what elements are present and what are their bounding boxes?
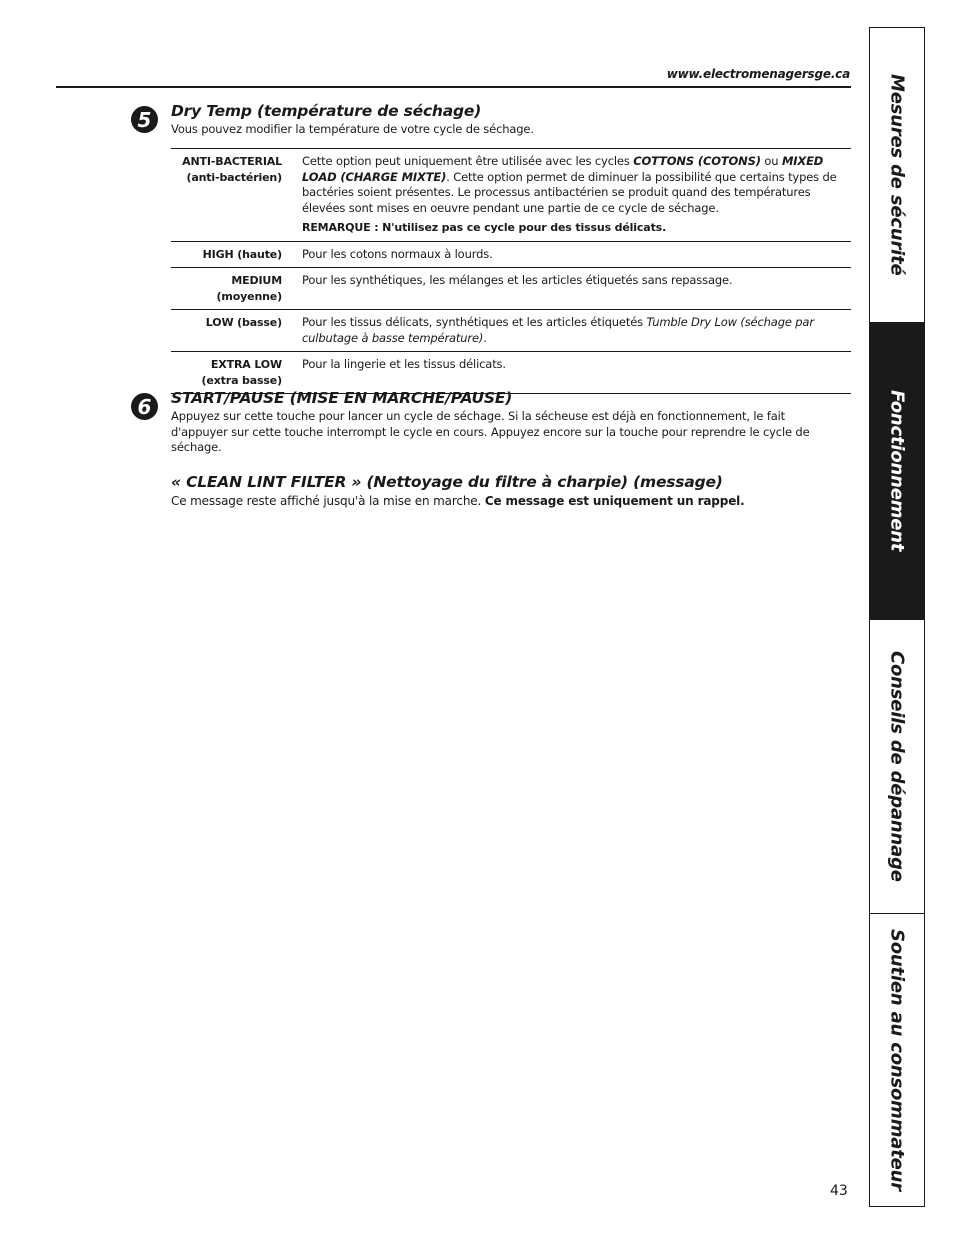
tab-label: Conseils de dépannage	[886, 651, 908, 882]
section-sidebar	[869, 27, 925, 1207]
table-row	[171, 310, 851, 352]
option-description	[289, 310, 851, 352]
section-6-badge: 6	[131, 393, 158, 420]
description-text: Cette option peut uniquement être utilisée avec les cycles	[302, 154, 634, 168]
section-5-intro: Vous pouvez modifier la température de votre cycle de séchage.	[171, 122, 534, 136]
cycle-name: MIXED LOAD (CHARGE MIXTE)	[302, 154, 824, 184]
header-rule	[56, 86, 851, 88]
option-label	[171, 149, 289, 242]
option-description: Pour les cotons normaux à lourds.	[289, 241, 851, 268]
option-description: Pour la lingerie et les tissus délicats.	[289, 352, 851, 394]
cycle-name: COTTONS (COTONS)	[633, 154, 761, 168]
remark-note: REMARQUE : N'utilisez pas ce cycle pour des tissus délicats.	[302, 221, 667, 234]
care-label-text: Tumble Dry Low (séchage par culbutage à basse température)	[302, 315, 814, 345]
table-row	[171, 268, 851, 310]
tab-label: Soutien au consommateur	[886, 929, 908, 1191]
tab-mesures-de-securite[interactable]	[870, 28, 924, 322]
table-row	[171, 149, 851, 242]
message-text: Ce message reste affiché jusqu'à la mise en marche.	[171, 494, 485, 508]
tab-label: Mesures de sécurité	[886, 74, 908, 276]
option-label-line: (anti-bactérien)	[186, 170, 282, 184]
option-description	[289, 149, 851, 242]
option-label-line: ANTI-BACTERIAL	[182, 155, 282, 168]
description-text: .	[483, 330, 487, 345]
reminder-text: Ce message est uniquement un rappel.	[484, 494, 745, 508]
section-5-badge: 5	[131, 106, 158, 133]
option-label-line: EXTRA LOW	[210, 358, 282, 371]
table-row	[171, 241, 851, 268]
dry-temp-options-table	[171, 148, 851, 394]
description-text: Pour les tissus délicats, synthétiques et les articles étiquetés	[302, 315, 647, 329]
tab-label: Fonctionnement	[886, 390, 908, 552]
option-label: MEDIUM (moyenne)	[171, 268, 289, 310]
table-row	[171, 352, 851, 394]
section-6-title: START/PAUSE (MISE EN MARCHE/PAUSE)	[171, 389, 513, 407]
website-url[interactable]: www.electromenagersge.ca	[666, 67, 850, 81]
page-number: 43	[830, 1183, 848, 1199]
section-6-body: Appuyez sur cette touche pour lancer un cycle de séchage. Si la sécheuse est déjà en fonctionnement, le fait d'appuyer sur cette touche interrompt le cycle en cours. Appuyez encore sur la touche pour reprendre le cycle de séchage.	[171, 409, 810, 454]
option-description: Pour les synthétiques, les mélanges et les articles étiquetés sans repassage.	[289, 268, 851, 310]
clean-lint-filter-title: « CLEAN LINT FILTER » (Nettoyage du filtre à charpie) (message)	[171, 473, 723, 491]
option-label: LOW (basse)	[171, 310, 289, 352]
description-text: . Cette option permet de diminuer la possibilité que certains types de bactéries soient présentes. Le processus antibactérien se produit quand des températures élevées sont mises en oeuvre pendant une partie de ce cycle de séchage.	[302, 169, 837, 215]
tab-fonctionnement[interactable]	[870, 322, 924, 619]
description-text: ou	[760, 154, 782, 168]
tab-conseils-de-depannage[interactable]	[870, 619, 924, 913]
option-label	[171, 352, 289, 394]
clean-lint-filter-body	[171, 494, 745, 510]
tab-soutien-au-consommateur[interactable]	[870, 913, 924, 1206]
section-5-title: Dry Temp (température de séchage)	[171, 102, 482, 120]
option-label: HIGH (haute)	[171, 241, 289, 268]
option-label-line: (extra basse)	[201, 373, 282, 387]
